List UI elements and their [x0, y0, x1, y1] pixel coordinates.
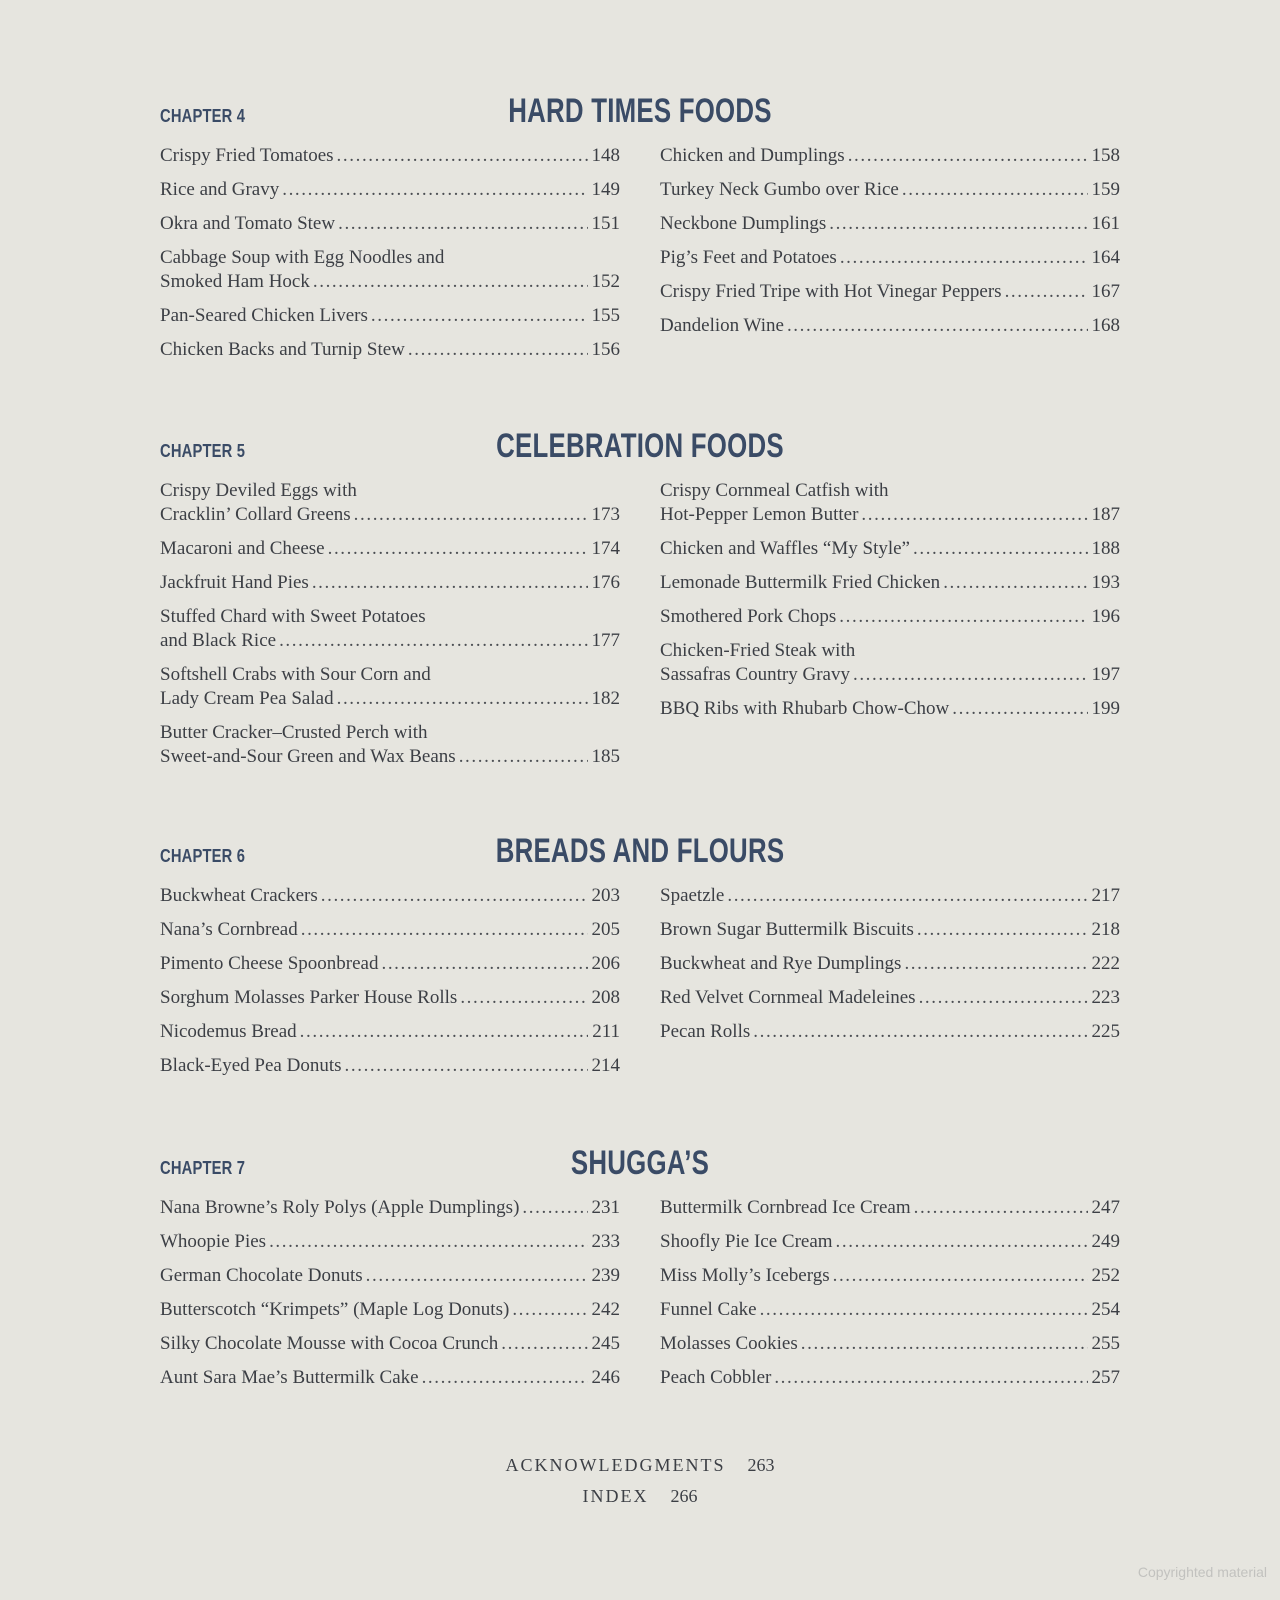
entry-page-number: 214: [591, 1055, 620, 1076]
dot-leader: [833, 1264, 1088, 1288]
back-matter: [0, 1450, 1280, 1512]
entry-title-line: Sorghum Molasses Parker House Rolls: [160, 987, 458, 1008]
entry-title-line: Pan-Seared Chicken Livers: [160, 305, 368, 326]
entry-title-line: Peach Cobbler: [660, 1367, 772, 1388]
entry-title-line: Whoopie Pies: [160, 1231, 267, 1252]
dot-leader: [522, 1196, 587, 1220]
entry-title-line: Lemonade Buttermilk Fried Chicken: [660, 572, 941, 593]
entry-page-number: 222: [1091, 953, 1120, 974]
entry-page-number: 223: [1091, 987, 1120, 1008]
entry-page-number: 196: [1091, 606, 1120, 627]
entry-last-line: [160, 503, 620, 527]
entry-last-line: [160, 144, 620, 168]
entry-page-number: 206: [591, 953, 620, 974]
entry-page-number: 247: [1091, 1197, 1120, 1218]
toc-entry[interactable]: [160, 304, 620, 328]
entry-title-line: Black-Eyed Pea Donuts: [160, 1055, 342, 1076]
entry-page-number: 199: [1091, 698, 1120, 719]
toc-entry[interactable]: [660, 605, 1120, 629]
entry-title-line: Softshell Crabs with Sour Corn and: [160, 664, 431, 685]
entry-last-line: [160, 952, 620, 976]
entry-page-number: 155: [591, 305, 620, 326]
entry-page-number: 148: [591, 145, 620, 166]
dot-leader: [848, 144, 1088, 168]
entry-last-line: [160, 338, 620, 362]
entry-page-number: 233: [591, 1231, 620, 1252]
entry-last-line: [160, 1230, 620, 1254]
entry-last-line: [660, 605, 1120, 629]
entry-title-line: Pecan Rolls: [660, 1021, 751, 1042]
entry-last-line: [660, 246, 1120, 270]
toc-entry[interactable]: [160, 178, 620, 202]
entry-title-line: Okra and Tomato Stew: [160, 213, 336, 234]
entry-last-line: [660, 144, 1120, 168]
entry-title-line: Brown Sugar Buttermilk Biscuits: [660, 919, 914, 940]
entry-last-line: [160, 212, 620, 236]
entry-last-line: [660, 663, 1120, 687]
entry-page-number: 182: [591, 688, 620, 709]
entry-title-line: Cabbage Soup with Egg Noodles and: [160, 247, 445, 268]
entry-last-line: [160, 304, 620, 328]
entry-title-line: Hot-Pepper Lemon Butter: [660, 504, 859, 525]
dot-leader: [381, 952, 587, 976]
entry-last-line: [160, 1298, 620, 1322]
entry-page-number: 252: [1091, 1265, 1120, 1286]
entry-page-number: 168: [1091, 315, 1120, 336]
chapter-label: CHAPTER 5: [160, 441, 246, 461]
toc-entry[interactable]: [160, 571, 620, 595]
entry-page-number: 231: [591, 1197, 620, 1218]
toc-entry[interactable]: [160, 246, 620, 294]
entry-page-number: 161: [1091, 213, 1120, 234]
dot-leader: [459, 745, 588, 769]
entry-page-number: 187: [1091, 504, 1120, 525]
recipe-column-right: [660, 479, 1120, 731]
dot-leader: [337, 144, 588, 168]
entry-last-line: [160, 1366, 620, 1390]
entry-last-line: [660, 280, 1120, 304]
entry-last-line: [660, 952, 1120, 976]
back-matter-label: INDEX: [582, 1486, 649, 1506]
toc-entry[interactable]: [160, 338, 620, 362]
toc-entry[interactable]: [160, 144, 620, 168]
entry-last-line: [160, 1054, 620, 1078]
entry-title-line: Crispy Fried Tomatoes: [160, 145, 334, 166]
dot-leader: [829, 212, 1087, 236]
toc-entry[interactable]: [160, 952, 620, 976]
entry-last-line: [660, 537, 1120, 561]
entry-page-number: 158: [1091, 145, 1120, 166]
entry-title-line: Buckwheat Crackers: [160, 885, 318, 906]
toc-entry[interactable]: [660, 1366, 1120, 1390]
entry-title-line: Crispy Cornmeal Catfish with: [660, 480, 889, 501]
entry-title-line: Chicken and Dumplings: [660, 145, 845, 166]
entry-last-line: [160, 1020, 620, 1044]
entry-last-line: [660, 503, 1120, 527]
back-matter-page: 263: [747, 1455, 775, 1475]
dot-leader: [904, 952, 1087, 976]
entry-title-line: Stuffed Chard with Sweet Potatoes: [160, 606, 426, 627]
chapter-title: CELEBRATION FOODS: [496, 427, 784, 465]
dot-leader: [919, 986, 1088, 1010]
toc-entry[interactable]: [660, 280, 1120, 304]
dot-leader: [727, 884, 1087, 908]
entry-title-line: Nana Browne’s Roly Polys (Apple Dumplings): [160, 1197, 520, 1218]
entry-page-number: 245: [591, 1333, 620, 1354]
dot-leader: [787, 314, 1088, 338]
chapter-title: SHUGGA’S: [570, 1144, 710, 1182]
entry-page-number: 211: [592, 1021, 620, 1042]
entry-page-number: 164: [1091, 247, 1120, 268]
toc-entry[interactable]: [660, 314, 1120, 338]
entry-last-line: [660, 1264, 1120, 1288]
entry-title-line: Shoofly Pie Ice Cream: [660, 1231, 833, 1252]
dot-leader: [408, 338, 588, 362]
toc-entry[interactable]: [660, 639, 1120, 687]
dot-leader: [337, 687, 588, 711]
entry-page-number: 239: [591, 1265, 620, 1286]
entry-title-line: Nana’s Cornbread: [160, 919, 298, 940]
entry-last-line: [160, 537, 620, 561]
chapter-title: BREADS AND FLOURS: [495, 832, 785, 870]
dot-leader: [836, 1230, 1088, 1254]
dot-leader: [460, 986, 587, 1010]
dot-leader: [840, 246, 1088, 270]
entry-last-line: [660, 697, 1120, 721]
dot-leader: [512, 1298, 587, 1322]
toc-entry[interactable]: [660, 479, 1120, 527]
entry-page-number: 159: [1091, 179, 1120, 200]
entry-last-line: [160, 1264, 620, 1288]
dot-leader: [501, 1332, 587, 1356]
back-matter-item[interactable]: [0, 1481, 1280, 1512]
entry-last-line: [160, 918, 620, 942]
entry-title-line: Cracklin’ Collard Greens: [160, 504, 351, 525]
toc-entry[interactable]: [160, 1298, 620, 1322]
entry-last-line: [160, 571, 620, 595]
recipe-column-right: [660, 884, 1120, 1054]
entry-page-number: 156: [591, 339, 620, 360]
entry-last-line: [660, 571, 1120, 595]
entry-page-number: 185: [591, 746, 620, 767]
toc-entry[interactable]: [160, 1196, 620, 1220]
entry-page-number: 176: [591, 572, 620, 593]
entry-page-number: 249: [1091, 1231, 1120, 1252]
entry-last-line: [160, 1196, 620, 1220]
entry-title-line: Spaetzle: [660, 885, 725, 906]
entry-last-line: [160, 1332, 620, 1356]
entry-title-line: Chicken-Fried Steak with: [660, 640, 856, 661]
toc-entry[interactable]: [660, 986, 1120, 1010]
toc-entry[interactable]: [160, 1230, 620, 1254]
dot-leader: [853, 663, 1088, 687]
dot-leader: [839, 605, 1087, 629]
entry-last-line: [660, 314, 1120, 338]
entry-last-line: [660, 1020, 1120, 1044]
entry-title-line: Smothered Pork Chops: [660, 606, 837, 627]
dot-leader: [338, 212, 587, 236]
entry-title-line: Funnel Cake: [660, 1299, 757, 1320]
toc-entry[interactable]: [660, 918, 1120, 942]
toc-entry[interactable]: [160, 605, 620, 653]
toc-entry[interactable]: [660, 212, 1120, 236]
toc-entry[interactable]: [160, 721, 620, 769]
entry-title-line: Miss Molly’s Icebergs: [660, 1265, 830, 1286]
recipe-column-left: [160, 884, 620, 1088]
toc-entry[interactable]: [160, 212, 620, 236]
entry-title-line: Butter Cracker–Crusted Perch with: [160, 722, 428, 743]
toc-entry[interactable]: [160, 1264, 620, 1288]
toc-entry[interactable]: [660, 1298, 1120, 1322]
toc-entry[interactable]: [660, 1264, 1120, 1288]
entry-last-line: [160, 270, 620, 294]
entry-title-line: Chicken and Waffles “My Style”: [660, 538, 910, 559]
entry-last-line: [660, 212, 1120, 236]
dot-leader: [313, 270, 588, 294]
entry-last-line: [160, 629, 620, 653]
entry-last-line: [660, 918, 1120, 942]
dot-leader: [1005, 280, 1088, 304]
toc-entry[interactable]: [160, 884, 620, 908]
recipe-column-right: [660, 1196, 1120, 1400]
recipe-column-left: [160, 1196, 620, 1400]
dot-leader: [371, 304, 588, 328]
entry-page-number: 188: [1091, 538, 1120, 559]
entry-last-line: [660, 884, 1120, 908]
dot-leader: [366, 1264, 588, 1288]
dot-leader: [861, 503, 1087, 527]
entry-page-number: 173: [591, 504, 620, 525]
recipe-column-left: [160, 479, 620, 779]
toc-entry[interactable]: [160, 986, 620, 1010]
toc-entry[interactable]: [660, 537, 1120, 561]
entry-title-line: Macaroni and Cheese: [160, 538, 325, 559]
dot-leader: [760, 1298, 1088, 1322]
dot-leader: [328, 537, 588, 561]
dot-leader: [952, 697, 1087, 721]
dot-leader: [300, 1020, 588, 1044]
dot-leader: [902, 178, 1088, 202]
toc-entry[interactable]: [160, 479, 620, 527]
back-matter-label: ACKNOWLEDGMENTS: [505, 1455, 726, 1475]
toc-entry[interactable]: [160, 918, 620, 942]
entry-title-line: Pimento Cheese Spoonbread: [160, 953, 379, 974]
entry-title-line: Red Velvet Cornmeal Madeleines: [660, 987, 916, 1008]
entry-last-line: [160, 687, 620, 711]
toc-entry[interactable]: [660, 1230, 1120, 1254]
entry-page-number: 197: [1091, 664, 1120, 685]
entry-page-number: 149: [591, 179, 620, 200]
toc-entry[interactable]: [160, 1332, 620, 1356]
entry-title-line: Rice and Gravy: [160, 179, 280, 200]
back-matter-item[interactable]: [0, 1450, 1280, 1481]
entry-last-line: [660, 178, 1120, 202]
entry-page-number: 257: [1091, 1367, 1120, 1388]
entry-last-line: [160, 884, 620, 908]
toc-entry[interactable]: [160, 1054, 620, 1078]
entry-title-line: BBQ Ribs with Rhubarb Chow-Chow: [660, 698, 950, 719]
entry-title-line: Silky Chocolate Mousse with Cocoa Crunch: [160, 1333, 499, 1354]
chapter-label: CHAPTER 6: [160, 846, 246, 866]
entry-last-line: [660, 986, 1120, 1010]
entry-title-line: Buttermilk Cornbread Ice Cream: [660, 1197, 911, 1218]
entry-title-line: Lady Cream Pea Salad: [160, 688, 334, 709]
entry-page-number: 255: [1091, 1333, 1120, 1354]
dot-leader: [301, 918, 588, 942]
dot-leader: [282, 178, 587, 202]
entry-title-line: Sassafras Country Gravy: [660, 664, 850, 685]
entry-page-number: 174: [591, 538, 620, 559]
entry-title-line: Jackfruit Hand Pies: [160, 572, 309, 593]
entry-last-line: [160, 178, 620, 202]
entry-title-line: and Black Rice: [160, 630, 277, 651]
entry-last-line: [160, 986, 620, 1010]
entry-title-line: Chicken Backs and Turnip Stew: [160, 339, 405, 360]
toc-entry[interactable]: [660, 697, 1120, 721]
dot-leader: [422, 1366, 588, 1390]
entry-page-number: 151: [591, 213, 620, 234]
toc-entry[interactable]: [660, 952, 1120, 976]
chapter-title: HARD TIMES FOODS: [508, 92, 772, 130]
recipe-column-left: [160, 144, 620, 372]
entry-title-line: Aunt Sara Mae’s Buttermilk Cake: [160, 1367, 419, 1388]
entry-title-line: Crispy Fried Tripe with Hot Vinegar Peppers: [660, 281, 1002, 302]
dot-leader: [321, 884, 588, 908]
entry-last-line: [660, 1366, 1120, 1390]
chapter-label: CHAPTER 7: [160, 1158, 246, 1178]
entry-page-number: 218: [1091, 919, 1120, 940]
toc-entry[interactable]: [160, 663, 620, 711]
toc-entry[interactable]: [160, 1020, 620, 1044]
toc-entry[interactable]: [660, 571, 1120, 595]
entry-page-number: 217: [1091, 885, 1120, 906]
back-matter-page: 266: [670, 1486, 698, 1506]
toc-entry[interactable]: [660, 1332, 1120, 1356]
toc-entry[interactable]: [660, 246, 1120, 270]
entry-last-line: [660, 1332, 1120, 1356]
entry-last-line: [660, 1196, 1120, 1220]
entry-page-number: 242: [591, 1299, 620, 1320]
copyright-watermark: Copyrighted material: [1137, 1564, 1267, 1580]
dot-leader: [801, 1332, 1088, 1356]
toc-entry[interactable]: [660, 144, 1120, 168]
entry-page-number: 167: [1091, 281, 1120, 302]
toc-entry[interactable]: [660, 1196, 1120, 1220]
dot-leader: [312, 571, 588, 595]
entry-title-line: Buckwheat and Rye Dumplings: [660, 953, 902, 974]
entry-page-number: 193: [1091, 572, 1120, 593]
dot-leader: [943, 571, 1087, 595]
toc-entry[interactable]: [160, 537, 620, 561]
dot-leader: [279, 629, 587, 653]
recipe-column-right: [660, 144, 1120, 348]
entry-page-number: 152: [591, 271, 620, 292]
toc-entry[interactable]: [660, 884, 1120, 908]
entry-page-number: 254: [1091, 1299, 1120, 1320]
chapter-label: CHAPTER 4: [160, 106, 246, 126]
entry-title-line: Turkey Neck Gumbo over Rice: [660, 179, 899, 200]
dot-leader: [753, 1020, 1087, 1044]
entry-page-number: 208: [591, 987, 620, 1008]
dot-leader: [269, 1230, 587, 1254]
dot-leader: [774, 1366, 1087, 1390]
dot-leader: [913, 537, 1088, 561]
entry-title-line: Molasses Cookies: [660, 1333, 798, 1354]
entry-page-number: 205: [591, 919, 620, 940]
entry-page-number: 177: [591, 630, 620, 651]
entry-last-line: [160, 745, 620, 769]
entry-last-line: [660, 1230, 1120, 1254]
entry-page-number: 246: [591, 1367, 620, 1388]
dot-leader: [914, 1196, 1088, 1220]
entry-title-line: Dandelion Wine: [660, 315, 784, 336]
entry-page-number: 203: [591, 885, 620, 906]
entry-last-line: [660, 1298, 1120, 1322]
entry-title-line: Neckbone Dumplings: [660, 213, 827, 234]
entry-title-line: Crispy Deviled Eggs with: [160, 480, 357, 501]
entry-title-line: Sweet-and-Sour Green and Wax Beans: [160, 746, 456, 767]
toc-entry[interactable]: [660, 178, 1120, 202]
dot-leader: [354, 503, 588, 527]
entry-title-line: German Chocolate Donuts: [160, 1265, 363, 1286]
entry-title-line: Pig’s Feet and Potatoes: [660, 247, 837, 268]
entry-title-line: Butterscotch “Krimpets” (Maple Log Donuts): [160, 1299, 510, 1320]
dot-leader: [345, 1054, 588, 1078]
entry-title-line: Nicodemus Bread: [160, 1021, 297, 1042]
entry-page-number: 225: [1091, 1021, 1120, 1042]
toc-entry[interactable]: [160, 1366, 620, 1390]
toc-entry[interactable]: [660, 1020, 1120, 1044]
dot-leader: [917, 918, 1088, 942]
entry-title-line: Smoked Ham Hock: [160, 271, 310, 292]
